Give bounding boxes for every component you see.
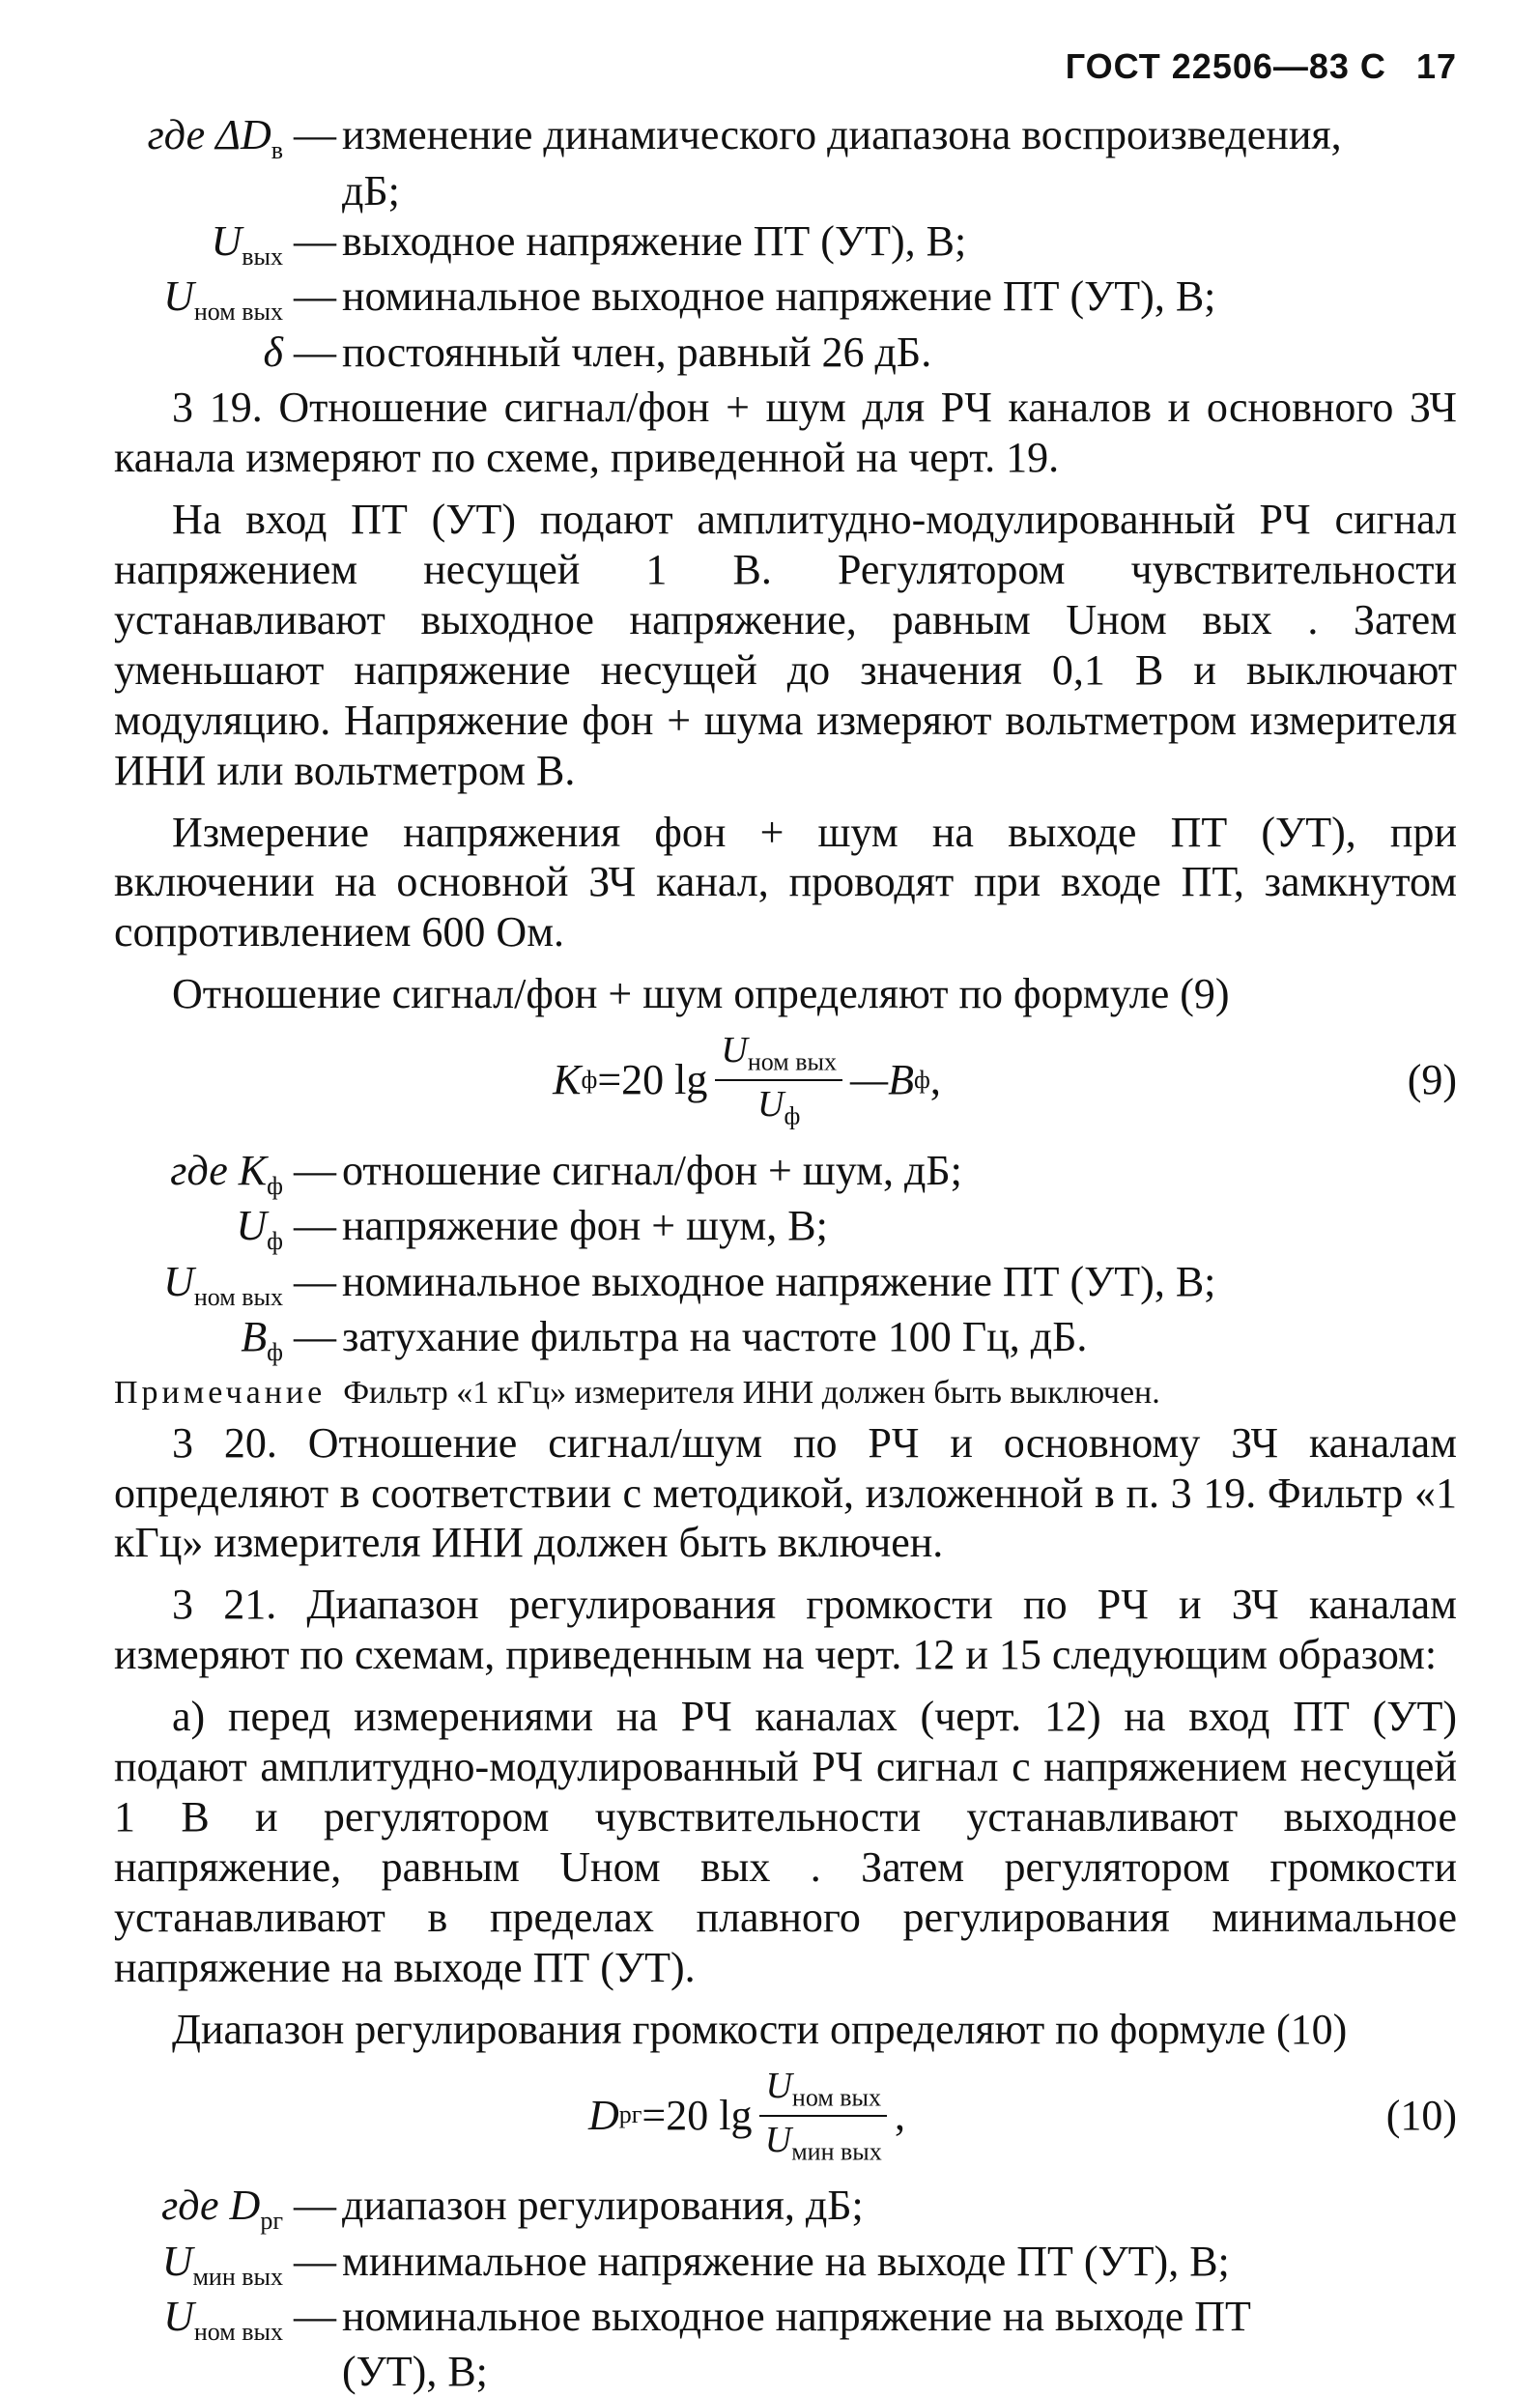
symbol: U xyxy=(211,216,242,265)
formula-term-subscript: ф xyxy=(913,1066,930,1095)
denominator-subscript: мин вых xyxy=(791,2137,882,2166)
definition-text: изменение динамического диапазона воспроизведения, xyxy=(342,111,1342,159)
formula-number: (9) xyxy=(1407,1056,1457,1104)
symbol: U xyxy=(236,1202,268,1250)
definition-row xyxy=(114,2181,1457,2236)
symbol: U xyxy=(161,2237,193,2285)
symbol-subscript: мин вых xyxy=(192,2262,283,2291)
dash: — xyxy=(283,272,336,321)
dash: — xyxy=(283,2292,336,2340)
denominator xyxy=(757,1081,800,1131)
symbol-subscript: ф xyxy=(267,1171,283,1200)
symbol: где K xyxy=(170,1146,268,1194)
formula-lhs: K xyxy=(553,1056,582,1104)
numerator-symbol: U xyxy=(765,2065,792,2106)
formula-tail: , xyxy=(929,1056,941,1104)
symbol-subscript: ф xyxy=(267,1337,283,1366)
numerator-subscript: ном вых xyxy=(747,1047,837,1076)
formula-9 xyxy=(114,1029,1457,1132)
definition-row xyxy=(114,1201,1457,1256)
denominator-subscript: ф xyxy=(784,1101,801,1130)
definition-text: номинальное выходное напряжение на выходе ПТ xyxy=(342,2292,1251,2340)
paragraph: Измерение напряжения фон + шум на выходе ПТ (УТ), при включении на основной ЗЧ канал, проводят при входе ПТ, замкнутом сопротивлением 600 Ом. xyxy=(114,808,1457,956)
definitions-block-3 xyxy=(114,2181,1457,2397)
definition-row xyxy=(114,328,1457,383)
numerator xyxy=(715,1029,842,1081)
formula-operator: =20 lg xyxy=(597,1056,708,1104)
note-label: Примечание xyxy=(114,1374,327,1411)
numerator-subscript: ном вых xyxy=(791,2083,882,2112)
definition-row xyxy=(114,1312,1457,1367)
note xyxy=(114,1374,1457,1413)
dash: — xyxy=(283,2182,336,2230)
definition-text: постоянный член, равный 26 дБ. xyxy=(342,328,932,376)
formula-operator: =20 lg xyxy=(642,2091,753,2139)
definition-row xyxy=(114,1146,1457,1201)
definition-text: номинальное выходное напряжение ПТ (УТ), В; xyxy=(342,272,1216,321)
formula-term: —B xyxy=(849,1056,914,1104)
formula-lhs-subscript: рг xyxy=(618,2100,642,2129)
fraction xyxy=(715,1029,842,1132)
definitions-block-2 xyxy=(114,1146,1457,1368)
definition-text: номинальное выходное напряжение ПТ (УТ), В; xyxy=(342,1257,1216,1305)
definition-text: минимальное напряжение на выходе ПТ (УТ), В; xyxy=(342,2237,1230,2285)
definition-row xyxy=(114,271,1457,327)
dash: — xyxy=(283,1313,336,1361)
dash: — xyxy=(283,328,336,376)
page-header xyxy=(114,46,1457,87)
paragraph-3-19: 3 19. Отношение сигнал/фон + шум для РЧ каналов и основного ЗЧ канала измеряют по схеме, приведенной на черт. 19. xyxy=(114,384,1457,482)
dash: — xyxy=(283,1146,336,1194)
definition-row xyxy=(114,2237,1457,2292)
formula-10 xyxy=(114,2065,1457,2168)
note-text: Фильтр «1 кГц» измерителя ИНИ должен быть выключен. xyxy=(343,1374,1160,1411)
symbol-subscript: вых xyxy=(242,242,283,271)
symbol-subscript: в xyxy=(271,136,283,165)
definition-row xyxy=(114,110,1457,165)
definition-row xyxy=(114,1257,1457,1312)
symbol: B xyxy=(241,1313,268,1361)
page-number: 17 xyxy=(1415,46,1457,86)
definition-text: дБ; xyxy=(342,166,400,214)
numerator-symbol: U xyxy=(721,1030,748,1071)
definition-text: (УТ), В; xyxy=(342,2348,488,2396)
document-page xyxy=(114,46,1457,2397)
denominator xyxy=(765,2117,882,2167)
definition-text: затухание фильтра на частоте 100 Гц, дБ. xyxy=(342,1313,1088,1361)
numerator xyxy=(759,2065,887,2117)
symbol-subscript: рг xyxy=(260,2206,283,2235)
dash: — xyxy=(283,111,336,159)
paragraph: Диапазон регулирования громкости определяют по формуле (10) xyxy=(172,2005,1348,2053)
paragraph-item-a: а) перед измерениями на РЧ каналах (черт. 12) на вход ПТ (УТ) подают амплитудно-модулированный РЧ сигнал с напряжением несущей 1 В и регулятором чувствительности устанавливают выходное напряжение, равным Uном вых . Затем регулятором громкости устанавливают в пределах плавного регулирования минимальное напряжение на выходе ПТ (УТ). xyxy=(114,1693,1457,1991)
fraction xyxy=(759,2065,887,2168)
symbol: где ΔD xyxy=(147,111,271,159)
symbol-subscript: ном вых xyxy=(193,2317,283,2346)
paragraph: На вход ПТ (УТ) подают амплитудно-модулированный РЧ сигнал напряжением несущей 1 В. Регулятором чувствительности устанавливают выходное напряжение, равным Uном вых . Затем уменьшают напряжение несущей до значения 0,1 В и выключают модуляцию. Напряжение фон + шума измеряют вольтметром измерителя ИНИ или вольтметром В. xyxy=(114,496,1457,794)
denominator-symbol: U xyxy=(757,1084,784,1126)
dash: — xyxy=(283,1257,336,1305)
symbol-subscript: ном вых xyxy=(193,298,283,327)
definition-row xyxy=(114,2347,1457,2397)
symbol-subscript: ф xyxy=(267,1226,283,1255)
definition-row xyxy=(114,216,1457,271)
dash: — xyxy=(283,2237,336,2285)
formula-number: (10) xyxy=(1385,2091,1457,2139)
formula-lhs-subscript: ф xyxy=(581,1066,598,1095)
standard-number: ГОСТ 22506—83 С xyxy=(1065,46,1386,86)
symbol: где D xyxy=(161,2182,261,2230)
formula-lhs: D xyxy=(587,2091,619,2139)
definitions-block-1 xyxy=(114,110,1457,383)
dash: — xyxy=(283,216,336,265)
definition-row xyxy=(114,2292,1457,2347)
paragraph: Отношение сигнал/фон + шум определяют по формуле (9) xyxy=(172,970,1230,1018)
dash: — xyxy=(283,1202,336,1250)
definition-text: диапазон регулирования, дБ; xyxy=(342,2182,864,2230)
paragraph-3-20: 3 20. Отношение сигнал/шум по РЧ и основному ЗЧ каналам определяют в соответствии с методикой, изложенной в п. 3 19. Фильтр «1 кГц» измерителя ИНИ должен быть включен. xyxy=(114,1418,1457,1567)
definition-row xyxy=(114,166,1457,216)
definition-text: напряжение фон + шум, В; xyxy=(342,1202,828,1250)
paragraph-3-21: 3 21. Диапазон регулирования громкости по РЧ и ЗЧ каналам измеряют по схемам, приведенным на черт. 12 и 15 следующим образом: xyxy=(114,1581,1457,1679)
denominator-symbol: U xyxy=(764,2119,792,2160)
symbol: U xyxy=(163,1257,194,1305)
definition-text: выходное напряжение ПТ (УТ), В; xyxy=(342,216,967,265)
symbol: U xyxy=(163,272,194,321)
symbol: δ xyxy=(263,328,283,376)
formula-tail: , xyxy=(895,2091,906,2139)
symbol: U xyxy=(163,2292,194,2340)
definition-text: отношение сигнал/фон + шум, дБ; xyxy=(342,1146,962,1194)
symbol-subscript: ном вых xyxy=(193,1282,283,1311)
